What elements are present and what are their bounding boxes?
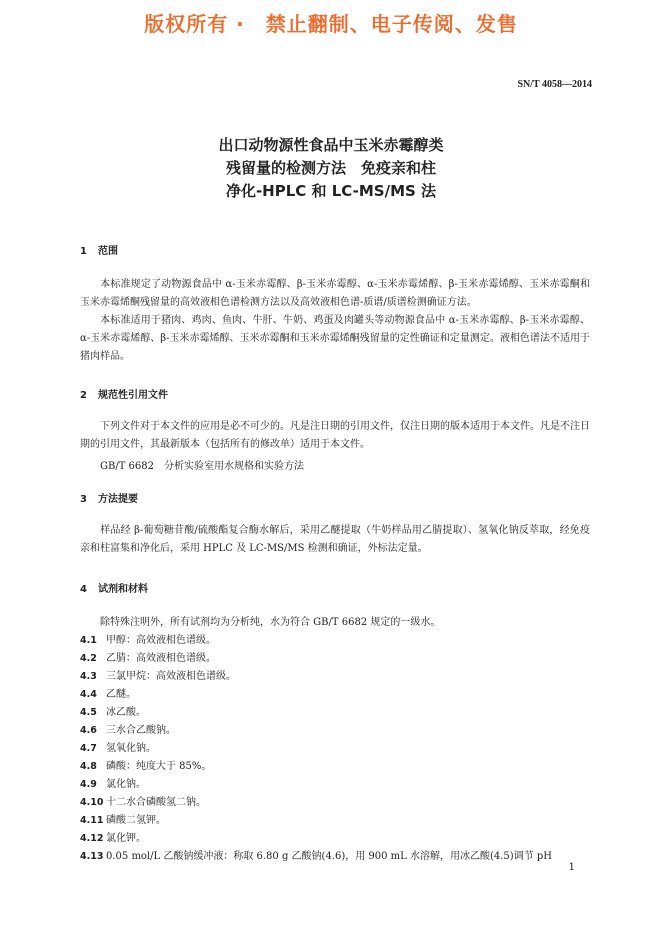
principle-paragraph: 样品经 β-葡萄糖苷酸/硫酸酯复合酶水解后，采用乙醚提取（牛奶样品用乙腈提取）、氢氧化钠反萃取，经免疫亲和柱富集和净化后，采用 HPLC 及 LC-MS/MS 检测和确证，外标法定量。	[80, 525, 590, 554]
section-heading-principle	[80, 490, 138, 505]
reagent-item: 4.5 冰乙酸。	[80, 707, 146, 718]
copyright-banner: 版权所有 · 禁止翻制、电子传阅、发售	[144, 12, 518, 36]
section-title: 规范性引用文件	[98, 390, 168, 401]
section-number: 2	[80, 390, 87, 401]
page-number: 1	[568, 862, 575, 873]
reagent-item: 4.8 磷酸：纯度大于 85%。	[80, 761, 212, 772]
reagent-item: 4.12 氯化钾。	[80, 833, 146, 844]
reagent-item: 4.9 氯化钠。	[80, 779, 146, 790]
reagent-item: 4.7 氢氧化钠。	[80, 743, 156, 754]
section-number: 3	[80, 494, 87, 505]
section-heading-scope	[80, 242, 118, 257]
reagent-item: 4.2 乙腈：高效液相色谱级。	[80, 653, 216, 664]
reagent-item: 4.11 磷酸二氢钾。	[80, 815, 166, 826]
reagent-item: 4.10 十二水合磷酸氢二钠。	[80, 797, 206, 808]
normative-paragraph: 下列文件对于本文件的应用是必不可少的。凡是注日期的引用文件，仅注日期的版本适用于本文件。凡是不注日期的引用文件，其最新版本（包括所有的修改单）适用于本文件。	[80, 421, 590, 450]
reagent-item: 4.4 乙醚。	[80, 689, 136, 700]
scope-paragraph-1: 本标准规定了动物源食品中 α-玉米赤霉醇、β-玉米赤霉醇、α-玉米赤霉烯醇、β-玉米赤霉烯醇、玉米赤霉酮和玉米赤霉烯酮残留量的高效液相色谱检测方法以及高效液相色谱-质谱/质谱检测确证方法。	[80, 279, 590, 308]
reagent-item: 4.3 三氯甲烷：高效液相色谱级。	[80, 671, 236, 682]
section-title: 范围	[98, 246, 118, 257]
document-title	[0, 134, 662, 203]
title-line-2: 残留量的检测方法 免疫亲和柱	[225, 159, 436, 177]
section-number: 1	[80, 246, 87, 257]
section-heading-normative	[80, 386, 168, 401]
reagent-item: 4.6 三水合乙酸钠。	[80, 725, 176, 736]
reagents-intro: 除特殊注明外，所有试剂均为分析纯，水为符合 GB/T 6682 规定的一级水。	[100, 617, 441, 628]
section-heading-reagents	[80, 580, 148, 595]
standard-code: SN/T 4058—2014	[517, 79, 592, 90]
reagent-item: 4.13 0.05 mol/L 乙酸钠缓冲液：称取 6.80 g 乙酸钠(4.6)，用 900 mL 水溶解，用冰乙酸(4.5)调节 pH	[80, 851, 552, 862]
scope-paragraph-2: 本标准适用于猪肉、鸡肉、鱼肉、牛肝、牛奶、鸡蛋及肉罐头等动物源食品中 α-玉米赤霉醇、β-玉米赤霉醇、α-玉米赤霉烯醇、β-玉米赤霉烯醇、玉米赤霉酮和玉米赤霉烯酮残留量的定性确证和定量测定。液相色谱法不适用于猪肉样品。	[80, 315, 590, 362]
section-title: 方法提要	[98, 494, 138, 505]
normative-reference: GB/T 6682 分析实验室用水规格和实验方法	[100, 461, 305, 472]
section-number: 4	[80, 584, 87, 595]
title-line-1: 出口动物源性食品中玉米赤霉醇类	[218, 136, 444, 154]
section-title: 试剂和材料	[98, 584, 148, 595]
reagent-item: 4.1 甲醇：高效液相色谱级。	[80, 635, 216, 646]
title-line-3: 净化-HPLC 和 LC-MS/MS 法	[225, 182, 437, 200]
